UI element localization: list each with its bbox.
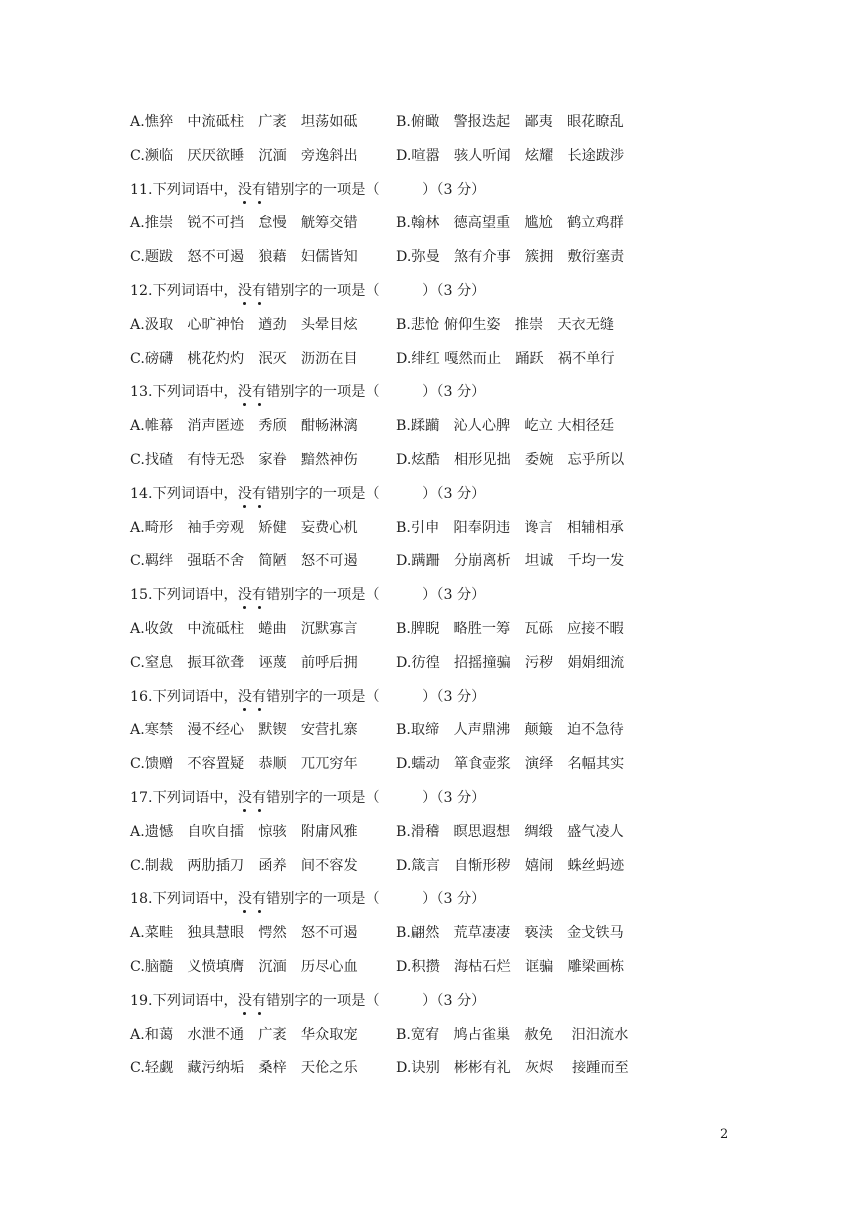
emphasis-dotted-word: 没有 [238, 587, 266, 603]
option-left: C.馈赠 不容置疑 恭顺 兀兀穷年 [130, 756, 358, 773]
question-text: 16.下列词语中，没有错别字的一项是（ ）（3 分） [130, 686, 485, 708]
option-right: B.引申 阳奉阴违 谗言 相辅相承 [396, 519, 624, 536]
option-left: A.汲取 心旷神怡 遒劲 头晕目炫 [130, 316, 358, 333]
option-right: D.箴言 自惭形秽 嬉闹 蛛丝蚂迹 [396, 857, 625, 874]
option-right: B.蹂躏 沁人心脾 屹立 大相径廷 [396, 418, 615, 435]
option-right: D.绯红 嘎然而止 踊跃 祸不单行 [396, 350, 615, 367]
question-text: 18.下列词语中，没有错别字的一项是（ ）（3 分） [130, 888, 485, 910]
option-right: B.翩然 荒草凄凄 亵渎 金戈铁马 [396, 925, 624, 942]
option-right: D.蹒跚 分崩离析 坦诚 千均一发 [396, 553, 625, 570]
option-left: A.和蔼 水泄不通 广袤 华众取宠 [130, 1026, 358, 1043]
option-right: B.脾睨 略胜一筹 瓦砾 应接不暇 [396, 621, 624, 637]
question-text: 17.下列词语中，没有错别字的一项是（ ）（3 分） [130, 787, 485, 809]
option-right: D.积攒 海枯石烂 诓骗 雕梁画栋 [396, 959, 625, 975]
option-right: B.宽宥 鸠占雀巢 赦免 汨汨流水 [396, 1026, 629, 1043]
option-left: A.推崇 锐不可挡 怠慢 觥筹交错 [130, 215, 358, 232]
question-text: 14.下列词语中，没有错别字的一项是（ ）（3 分） [130, 483, 485, 505]
option-left: A.帷幕 消声匿迹 秀颀 酣畅淋漓 [130, 418, 358, 435]
option-left: A.畸形 袖手旁观 矫健 妄费心机 [130, 519, 358, 536]
option-right: D.蠕动 箪食壶浆 演绎 名幅其实 [396, 756, 625, 773]
option-right: D.炫酷 相形见拙 委婉 忘乎所以 [396, 452, 625, 468]
emphasis-dotted-word: 没有 [238, 993, 266, 1009]
option-right: B.翰林 德高望重 尴尬 鹤立鸡群 [396, 215, 624, 232]
emphasis-dotted-word: 没有 [238, 283, 266, 299]
question-text: 15.下列词语中，没有错别字的一项是（ ）（3 分） [130, 584, 485, 606]
option-left: A.寒禁 漫不经心 默锲 安营扎寨 [130, 722, 358, 739]
option-left: C.脑髓 义愤填膺 沉湎 历尽心血 [130, 959, 358, 975]
option-right: D.诀别 彬彬有礼 灰烬 接踵而至 [396, 1060, 629, 1077]
emphasis-dotted-word: 没有 [238, 384, 266, 400]
option-left: C.制裁 两肋插刀 函养 间不容发 [130, 857, 358, 874]
option-right: B.悲怆 俯仰生姿 推崇 天衣无缝 [396, 316, 615, 333]
option-left: C.濒临 厌厌欲睡 沉湎 旁逸斜出 [130, 147, 358, 164]
option-left: C.轻觑 藏污纳垢 桑梓 天伦之乐 [130, 1060, 358, 1077]
option-right: D.喧嚣 骇人听闻 炫耀 长途跋涉 [396, 147, 625, 164]
emphasis-dotted-word: 没有 [238, 891, 266, 907]
question-text: 11.下列词语中，没有错别字的一项是（ ）（3 分） [130, 179, 485, 201]
emphasis-dotted-word: 没有 [238, 689, 266, 705]
emphasis-dotted-word: 没有 [238, 182, 266, 198]
emphasis-dotted-word: 没有 [238, 790, 266, 806]
emphasis-dotted-word: 没有 [238, 486, 266, 502]
option-left: A.遗憾 自吹自擂 惊骇 附庸风雅 [130, 823, 358, 840]
option-left: C.题跋 怒不可遏 狼藉 妇儒皆知 [130, 249, 358, 266]
option-right: D.弥曼 煞有介事 簇拥 敷衍塞责 [396, 249, 625, 266]
option-left: C.磅礴 桃花灼灼 泯灭 沥沥在目 [130, 350, 358, 367]
option-left: A.收敛 中流砥柱 蜷曲 沉默寡言 [130, 621, 358, 637]
page-number: 2 [720, 1127, 729, 1142]
question-text: 19.下列词语中，没有错别字的一项是（ ）（3 分） [130, 990, 485, 1012]
option-left: C.羁绊 强聒不舍 简陋 怒不可遏 [130, 553, 358, 570]
option-right: B.滑稽 瞑思遐想 绸缎 盛气凌人 [396, 823, 624, 840]
option-left: C.找碴 有恃无恐 家眷 黯然神伤 [130, 452, 358, 468]
option-left: A.菜畦 独具慧眼 愕然 怒不可遏 [130, 925, 358, 942]
question-text: 13.下列词语中，没有错别字的一项是（ ）（3 分） [130, 381, 485, 403]
option-left: C.窒息 振耳欲聋 诬蔑 前呼后拥 [130, 654, 358, 671]
question-text: 12.下列词语中，没有错别字的一项是（ ）（3 分） [130, 280, 485, 302]
option-left: A.憔猝 中流砥柱 广袤 坦荡如砥 [130, 114, 358, 130]
option-right: D.彷徨 招摇撞骗 污秽 娟娟细流 [396, 654, 625, 671]
option-right: B.俯瞰 警报迭起 鄙夷 眼花瞭乱 [396, 114, 624, 130]
option-right: B.取缔 人声鼎沸 颠簸 迫不急待 [396, 722, 624, 739]
